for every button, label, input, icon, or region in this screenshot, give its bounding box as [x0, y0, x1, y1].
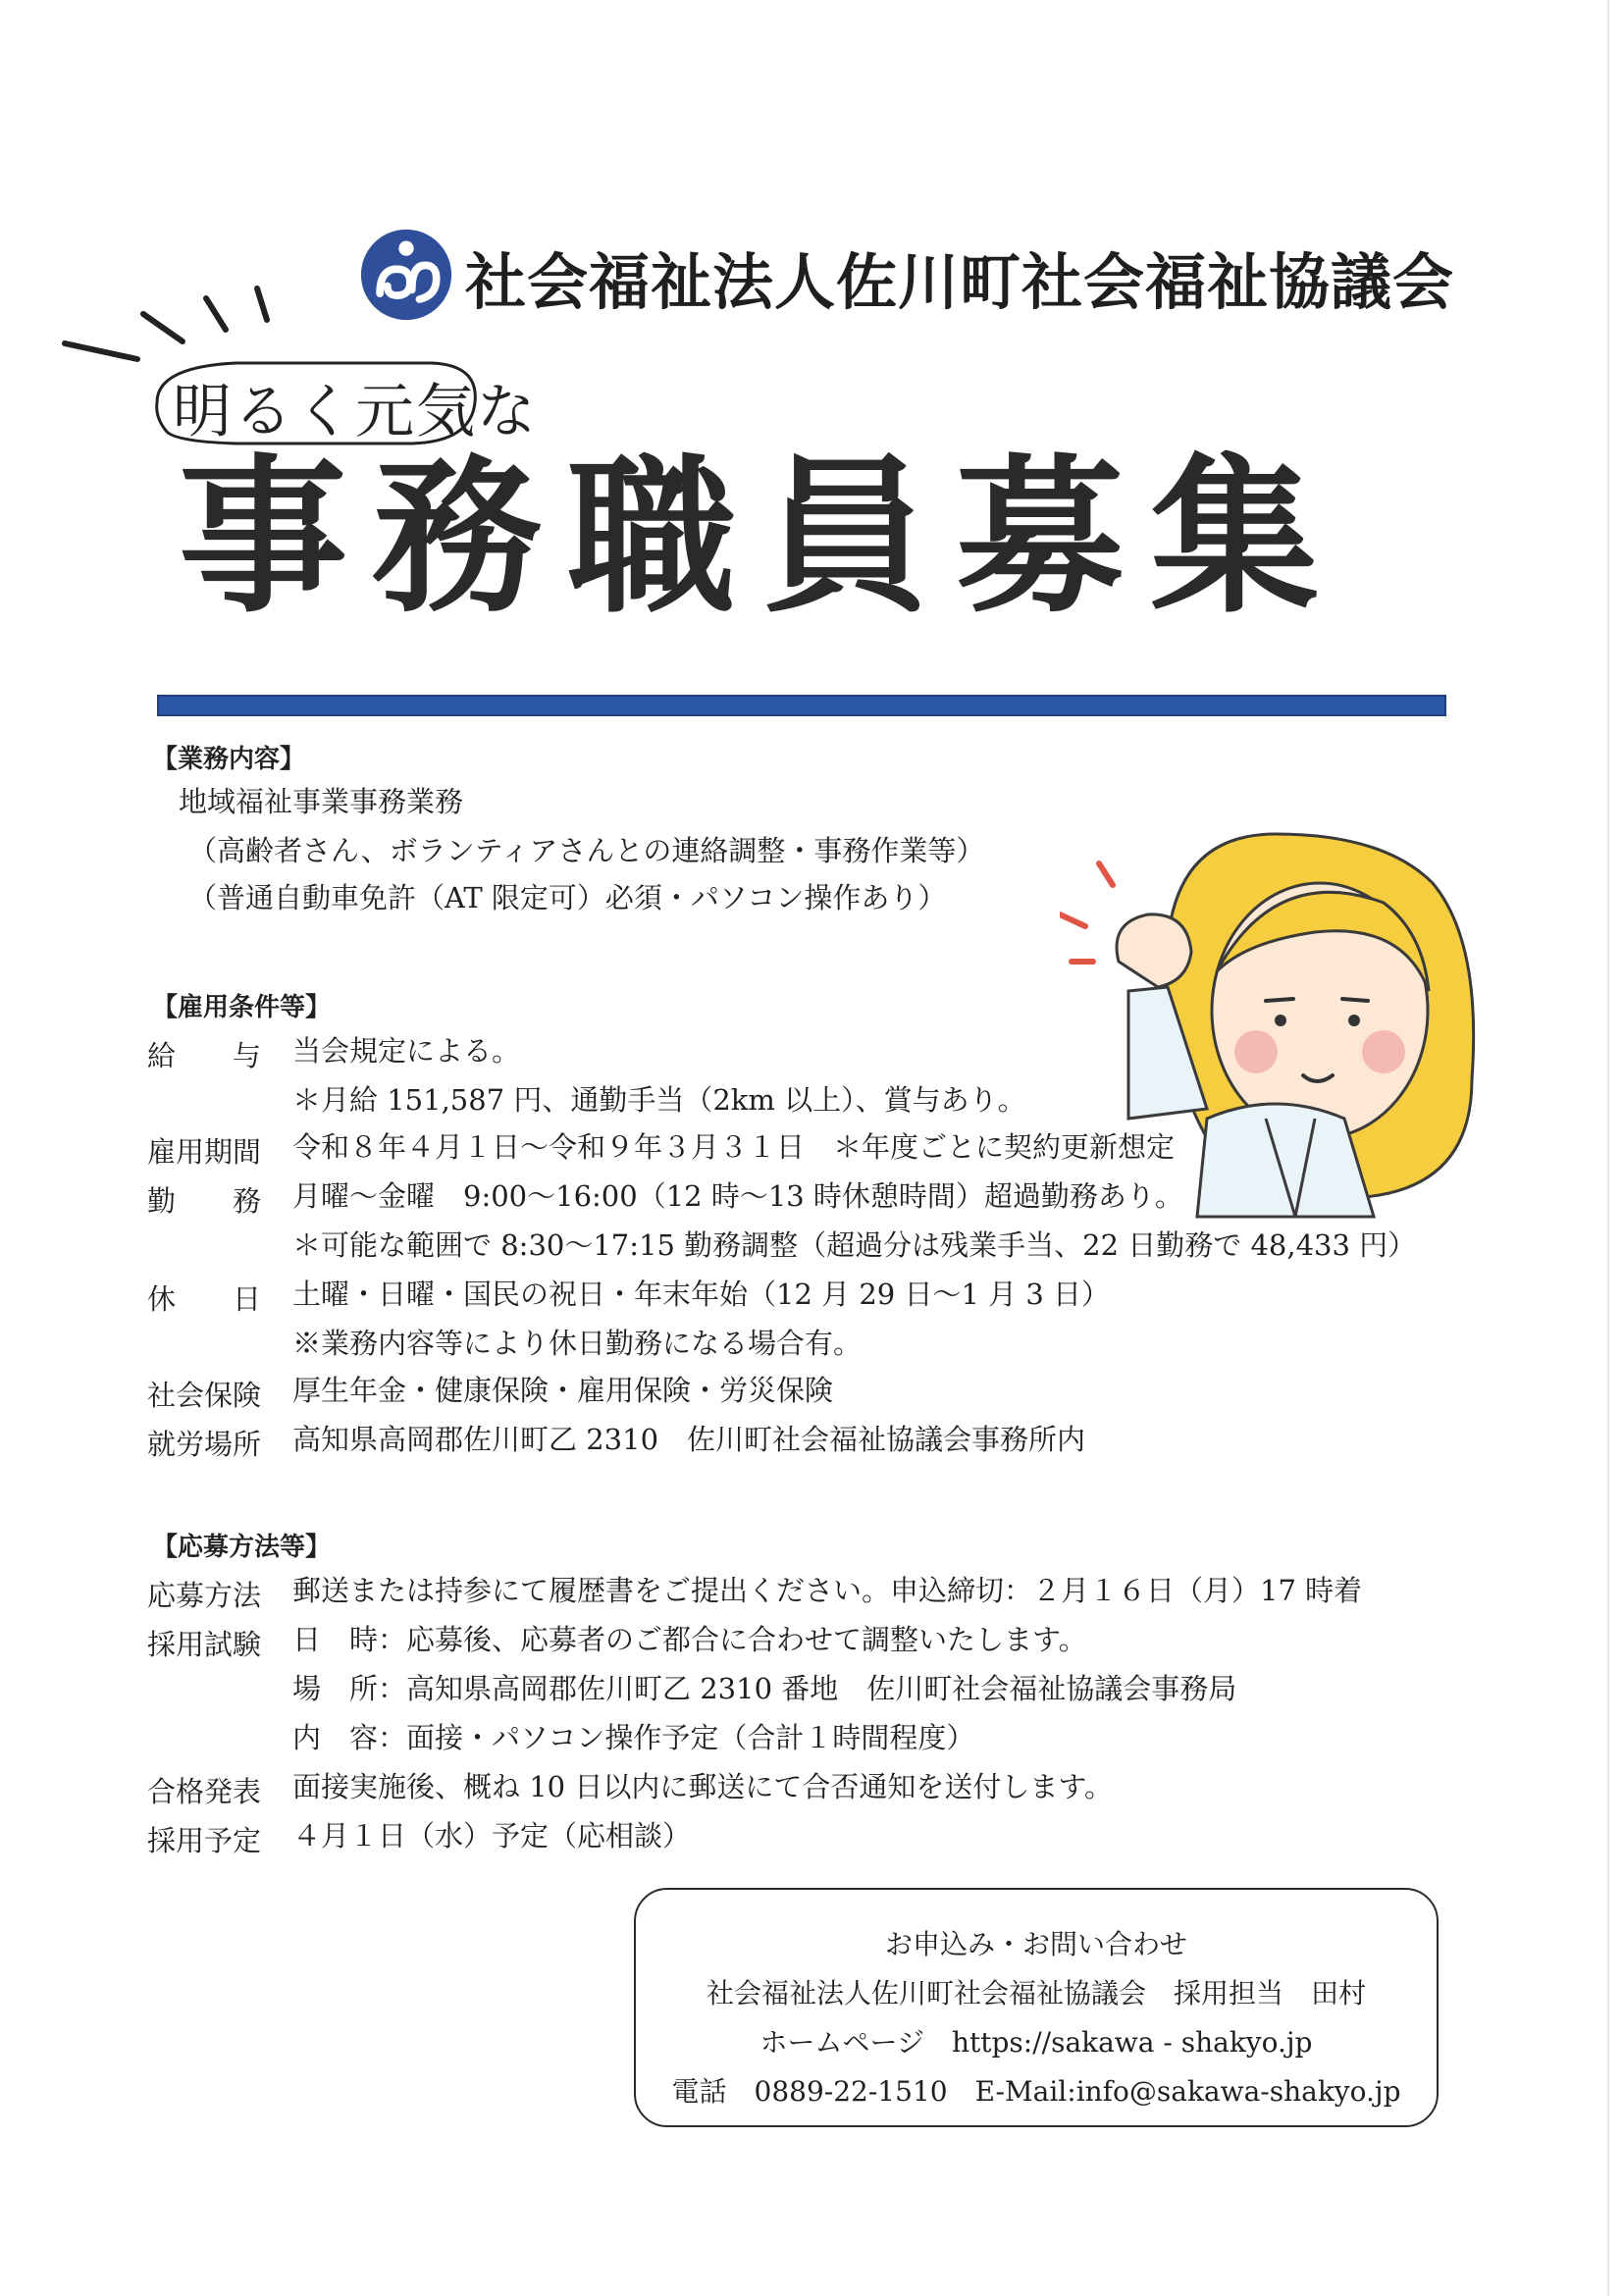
exam-label: 採用試験 [147, 1628, 262, 1661]
start-value: ４月１日（水）予定（応相談） [292, 1819, 692, 1852]
work-heading: 【業務内容】 [152, 745, 306, 774]
method-value: 郵送または持参にて履歴書をご提出ください。申込締切：２月１６日（月）17 時着 [292, 1574, 1363, 1607]
work-line-1: 地域福祉事業事務業務 [179, 785, 464, 818]
contact-phone-email[interactable]: 電話 0889-22-1510 E-Mail:info@sakawa-shakyo.jp [671, 2075, 1401, 2108]
result-label: 合格発表 [147, 1775, 262, 1808]
exam-content: 内 容：面接・パソコン操作予定（合計１時間程度） [292, 1721, 975, 1754]
application-heading: 【応募方法等】 [152, 1533, 332, 1562]
page-edge [1607, 0, 1609, 2296]
work-line-2: （高齢者さん、ボランティアさんとの連絡調整・事務作業等） [188, 834, 985, 867]
hours-note: ＊可能な範囲で 8:30～17:15 勤務調整（超過分は残業手当、22 日勤務で 48,433 円） [292, 1228, 1417, 1262]
period-label: 雇用期間 [147, 1135, 262, 1169]
workplace-label: 就労場所 [147, 1428, 262, 1461]
salary-value: 当会規定による。 [292, 1034, 521, 1068]
employment-heading: 【雇用条件等】 [152, 993, 332, 1022]
work-line-3: （普通自動車免許（AT 限定可）必須・パソコン操作あり） [188, 881, 947, 914]
method-label: 応募方法 [147, 1579, 262, 1612]
holiday-label: 休 日 [147, 1282, 262, 1316]
hours-value: 月曜～金曜 9:00～16:00（12 時～13 時休憩時間）超過勤務あり。 [292, 1179, 1183, 1213]
holiday-value: 土曜・日曜・国民の祝日・年末年始（12 月 29 日～1 月 3 日） [292, 1278, 1111, 1311]
contact-box [634, 1888, 1439, 2127]
insurance-label: 社会保険 [147, 1379, 262, 1412]
start-label: 採用予定 [147, 1824, 262, 1857]
salary-note: ＊月給 151,587 円、通勤手当（2km 以上）、賞与あり。 [292, 1083, 1026, 1117]
woman-fist-illustration [1060, 824, 1492, 1236]
insurance-value: 厚生年金・健康保険・雇用保険・労災保険 [292, 1374, 834, 1407]
contact-title: お申込み・お問い合わせ [884, 1928, 1187, 1960]
accent-divider [157, 695, 1446, 716]
contact-org: 社会福祉法人佐川町社会福祉協議会 採用担当 田村 [706, 1977, 1366, 2009]
exam-place: 場 所：高知県高岡郡佐川町乙 2310 番地 佐川町社会福祉協議会事務局 [292, 1672, 1237, 1705]
exam-date: 日 時：応募後、応募者のご都合に合わせて調整いたします。 [292, 1623, 1087, 1656]
holiday-note: ※業務内容等により休日勤務になる場合有。 [292, 1327, 863, 1360]
page-title: 事務職員募集 [179, 439, 1344, 636]
result-value: 面接実施後、概ね 10 日以内に郵送にて合否通知を送付します。 [292, 1770, 1114, 1803]
hours-label: 勤 務 [147, 1184, 262, 1218]
workplace-value: 高知県高岡郡佐川町乙 2310 佐川町社会福祉協議会事務所内 [292, 1423, 1086, 1456]
salary-label: 給 与 [147, 1039, 262, 1072]
organization-name: 社会福祉法人佐川町社会福祉協議会 [465, 246, 1455, 318]
period-value: 令和８年４月１日～令和９年３月３１日 ＊年度ごとに契約更新想定 [292, 1130, 1176, 1164]
tagline: 明るく元気な [173, 378, 538, 446]
contact-homepage[interactable]: ホームページ https://sakawa - shakyo.jp [759, 2026, 1313, 2059]
